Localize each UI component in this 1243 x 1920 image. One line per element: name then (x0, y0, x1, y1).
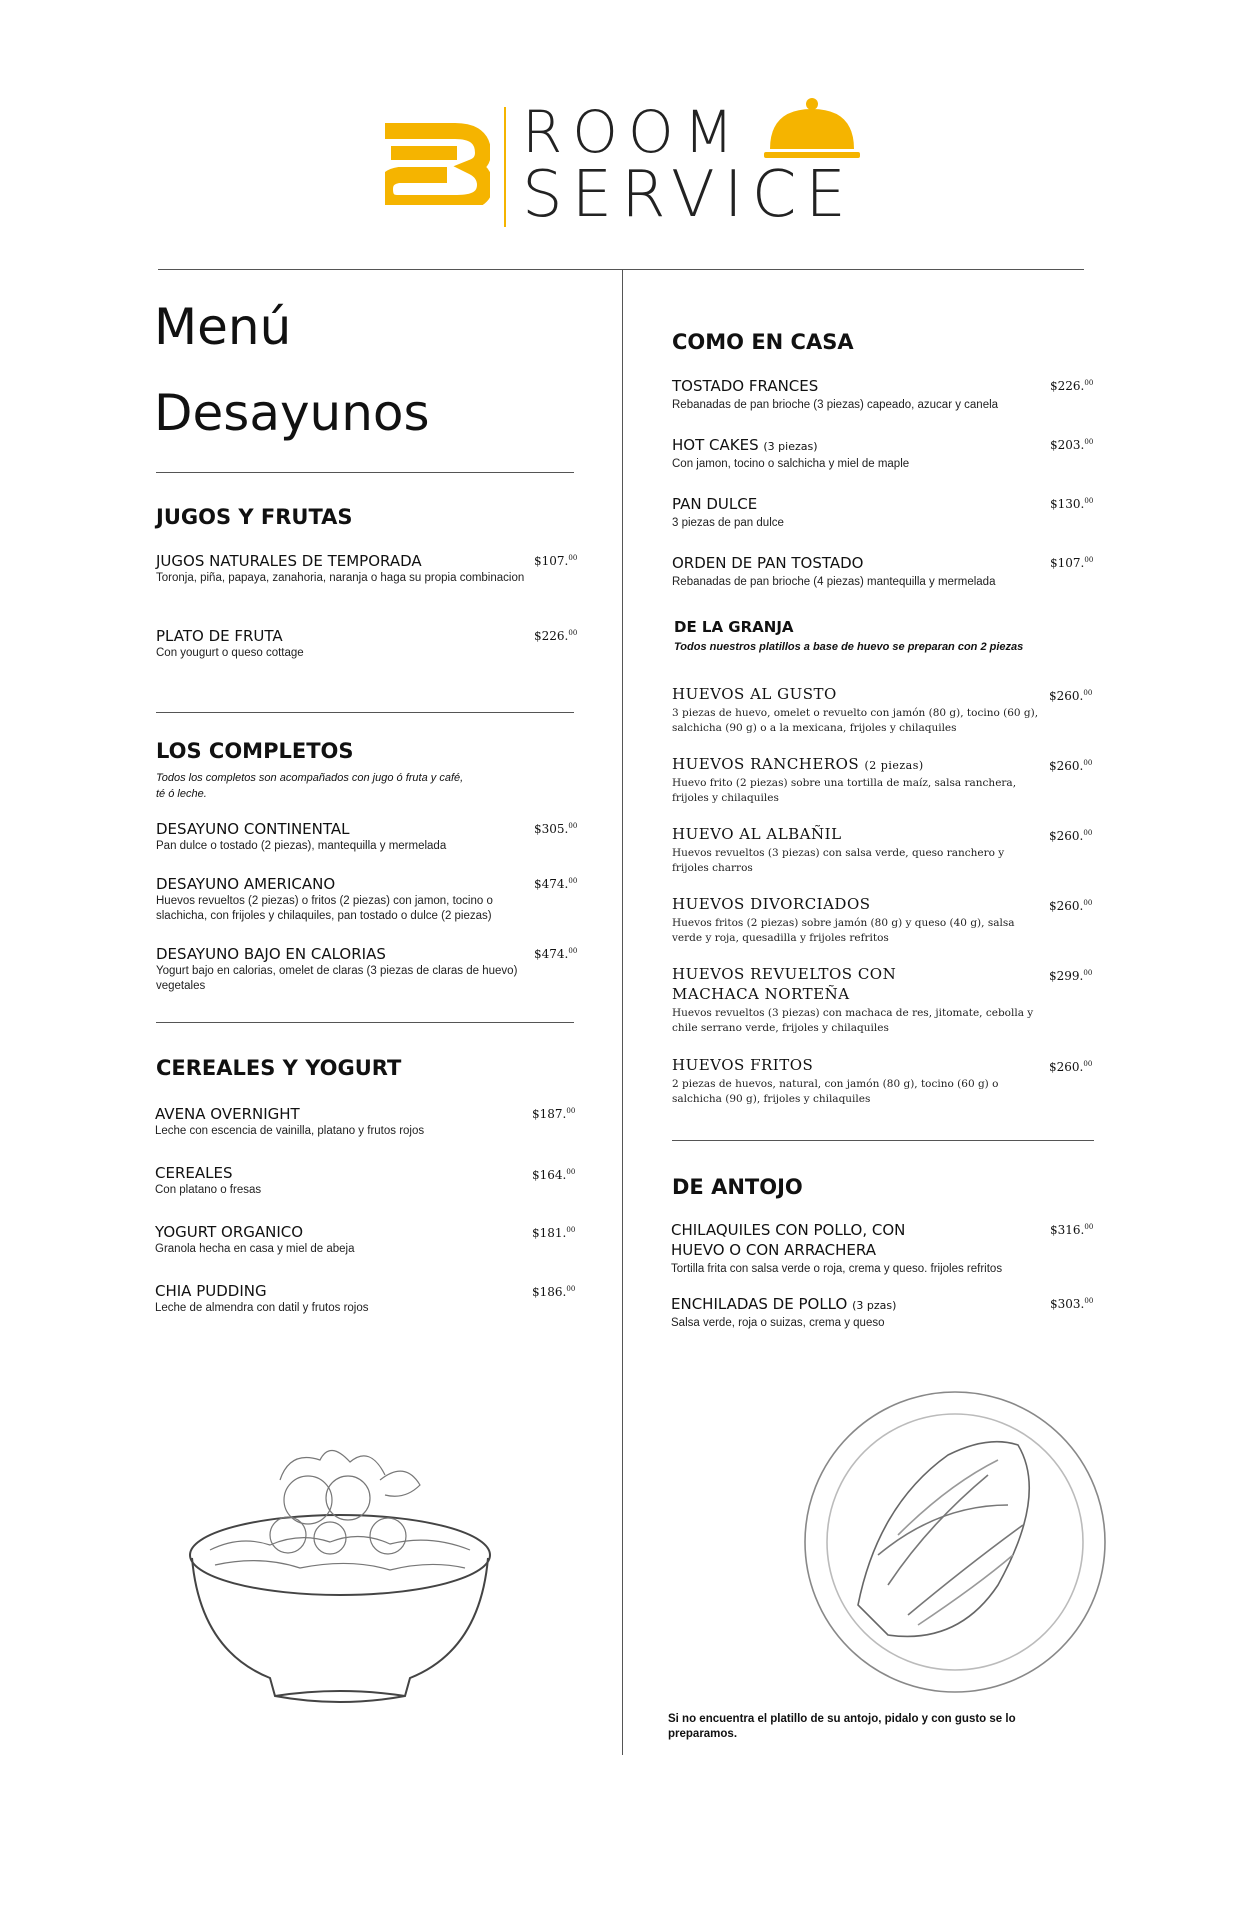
logo-word-room: ROOM (522, 98, 744, 166)
item-price: $107.00 (1050, 556, 1094, 570)
page-subtitle: Desayunos (154, 384, 430, 442)
logo-word-service: SERVICE (522, 158, 855, 232)
section-title-jugos: JUGOS Y FRUTAS (156, 505, 353, 529)
logo-mark-icon (385, 123, 490, 205)
menu-item (156, 944, 526, 994)
logo (380, 95, 880, 230)
menu-item (672, 494, 1032, 531)
item-name: CHILAQUILES CON POLLO, CON HUEVO O CON ARRACHERA (671, 1221, 906, 1259)
section-title-completos: LOS COMPLETOS (156, 739, 354, 763)
item-price: $107.00 (534, 554, 578, 568)
right-rule (672, 1140, 1094, 1141)
menu-item (672, 435, 1032, 472)
item-desc: Rebanadas de pan brioche (4 piezas) mantequilla y mermelada (672, 576, 996, 588)
item-desc: Leche con escencia de vainilla, platano y frutos rojos (155, 1125, 425, 1137)
item-price: $164.00 (532, 1168, 576, 1182)
item-desc: Con jamon, tocino o salchicha y miel de maple (672, 458, 910, 470)
left-rule-1 (156, 472, 574, 473)
item-name: ENCHILADAS DE POLLO (3 pzas) (671, 1295, 897, 1313)
item-desc: Yogurt bajo en calorias, omelet de claras (3 piezas de claras de huevo) vegetales (156, 965, 518, 992)
item-price: $130.00 (1050, 497, 1094, 511)
section-note: Todos nuestros platillos a base de huevo se preparan con 2 piezas (674, 641, 1024, 653)
item-price: $181.00 (532, 1226, 576, 1240)
item-price: $303.00 (1050, 1297, 1094, 1311)
item-desc: 3 piezas de huevo, omelet o revuelto con jamón (80 g), tocino (60 g), salchicha (90 g) o a la mexicana, frijoles y chilaquiles (672, 707, 1039, 734)
menu-item (156, 874, 526, 924)
menu-item (672, 964, 1042, 1036)
item-name: HUEVO AL ALBAÑIL (672, 825, 842, 843)
item-desc: Salsa verde, roja o suizas, crema y queso (671, 1317, 885, 1329)
item-name: HUEVOS DIVORCIADOS (672, 895, 871, 913)
logo-divider (504, 107, 506, 227)
menu-item (671, 1220, 1041, 1277)
menu-item (672, 553, 1032, 590)
item-price: $260.00 (1049, 1060, 1093, 1074)
item-price: $186.00 (532, 1285, 576, 1299)
header-rule (158, 269, 1084, 270)
menu-item (155, 1104, 535, 1139)
menu-item (671, 1294, 1041, 1331)
item-desc: 3 piezas de pan dulce (672, 517, 784, 529)
section-title-granja: DE LA GRANJA (674, 618, 794, 636)
enchiladas-plate-illustration (798, 1385, 1113, 1700)
fruit-bowl-illustration (180, 1440, 510, 1710)
item-desc: 2 piezas de huevos, natural, con jamón (80 g), tocino (60 g) o salchicha (90 g), frijoles y chilaquiles (672, 1078, 999, 1105)
menu-item (672, 894, 1042, 946)
item-name: HUEVOS RANCHEROS (2 piezas) (672, 755, 924, 773)
item-price: $260.00 (1049, 899, 1093, 913)
item-desc: Con yougurt o queso cottage (156, 647, 304, 659)
item-price: $226.00 (534, 629, 578, 643)
item-name: HUEVOS REVUELTOS CON MACHACA NORTEÑA (672, 965, 897, 1003)
menu-item (155, 1163, 535, 1198)
item-name: CEREALES (155, 1164, 233, 1182)
item-name: PAN DULCE (672, 495, 758, 513)
menu-item (672, 376, 1032, 413)
item-desc: Rebanadas de pan brioche (3 piezas) capeado, azucar y canela (672, 399, 999, 411)
item-name: DESAYUNO AMERICANO (156, 875, 336, 893)
item-price: $299.00 (1049, 969, 1093, 983)
footer-note: Si no encuentra el platillo de su antojo, pidalo y con gusto se lo preparamos. (668, 1713, 1016, 1740)
item-desc: Pan dulce o tostado (2 piezas), mantequilla y mermelada (156, 840, 447, 852)
item-desc: Tortilla frita con salsa verde o roja, crema y queso. frijoles refritos (671, 1263, 1003, 1275)
item-name: YOGURT ORGANICO (155, 1223, 304, 1241)
item-desc: Huevos revueltos (3 piezas) con salsa verde, queso ranchero y frijoles charros (672, 847, 1005, 874)
section-title-casa: COMO EN CASA (672, 330, 854, 354)
menu-item (156, 819, 536, 854)
item-price: $474.00 (534, 947, 578, 961)
menu-item (156, 626, 536, 661)
item-desc: Granola hecha en casa y miel de abeja (155, 1243, 355, 1255)
item-name: AVENA OVERNIGHT (155, 1105, 300, 1123)
item-name: JUGOS NATURALES DE TEMPORADA (156, 552, 422, 570)
item-desc: Huevos revueltos (2 piezas) o fritos (2 piezas) con jamon, tocino o slachicha, con frijoles y chilaquiles, pan tostado o dulce (2 piezas) (156, 895, 493, 922)
section-title-cereales: CEREALES Y YOGURT (156, 1056, 402, 1080)
left-rule-3 (156, 1022, 574, 1023)
menu-item (672, 684, 1042, 736)
item-desc: Huevo frito (2 piezas) sobre una tortilla de maíz, salsa ranchera, frijoles y chilaquiles (672, 777, 1017, 804)
menu-item (672, 754, 1042, 806)
page-title: Menú (154, 298, 292, 356)
item-price: $305.00 (534, 822, 578, 836)
item-price: $187.00 (532, 1107, 576, 1121)
menu-item (672, 1055, 1042, 1107)
section-title-antojo: DE ANTOJO (672, 1175, 803, 1199)
item-name: HUEVOS FRITOS (672, 1056, 814, 1074)
menu-item (155, 1222, 535, 1257)
menu-item (156, 551, 536, 586)
item-desc: Leche de almendra con datil y frutos rojos (155, 1302, 369, 1314)
item-price: $316.00 (1050, 1223, 1094, 1237)
item-name: HOT CAKES (3 piezas) (672, 436, 818, 454)
item-name: ORDEN DE PAN TOSTADO (672, 554, 864, 572)
item-price: $260.00 (1049, 829, 1093, 843)
item-name: HUEVOS AL GUSTO (672, 685, 837, 703)
item-name: TOSTADO FRANCES (672, 377, 819, 395)
item-name: PLATO DE FRUTA (156, 627, 283, 645)
item-name: CHIA PUDDING (155, 1282, 267, 1300)
item-desc: Huevos revueltos (3 piezas) con machaca de res, jitomate, cebolla y chile serrano verde, frijoles y chilaquiles (672, 1007, 1034, 1034)
item-desc: Con platano o fresas (155, 1184, 262, 1196)
section-note: Todos los completos son acompañados con jugo ó fruta y café, té ó leche. (156, 772, 464, 800)
item-price: $260.00 (1049, 689, 1093, 703)
item-name: DESAYUNO BAJO EN CALORIAS (156, 945, 386, 963)
item-desc: Huevos fritos (2 piezas) sobre jamón (80 g) y queso (40 g), salsa verde y roja, quesadilla y frijoles refritos (672, 917, 1015, 944)
column-divider (622, 270, 623, 1755)
item-price: $474.00 (534, 877, 578, 891)
item-price: $203.00 (1050, 438, 1094, 452)
item-price: $226.00 (1050, 379, 1094, 393)
item-name: DESAYUNO CONTINENTAL (156, 820, 350, 838)
cloche-icon (762, 95, 862, 165)
menu-item (672, 824, 1042, 876)
item-price: $260.00 (1049, 759, 1093, 773)
left-rule-2 (156, 712, 574, 713)
menu-item (155, 1281, 535, 1316)
item-desc: Toronja, piña, papaya, zanahoria, naranja o haga su propia combinacion (156, 572, 525, 584)
